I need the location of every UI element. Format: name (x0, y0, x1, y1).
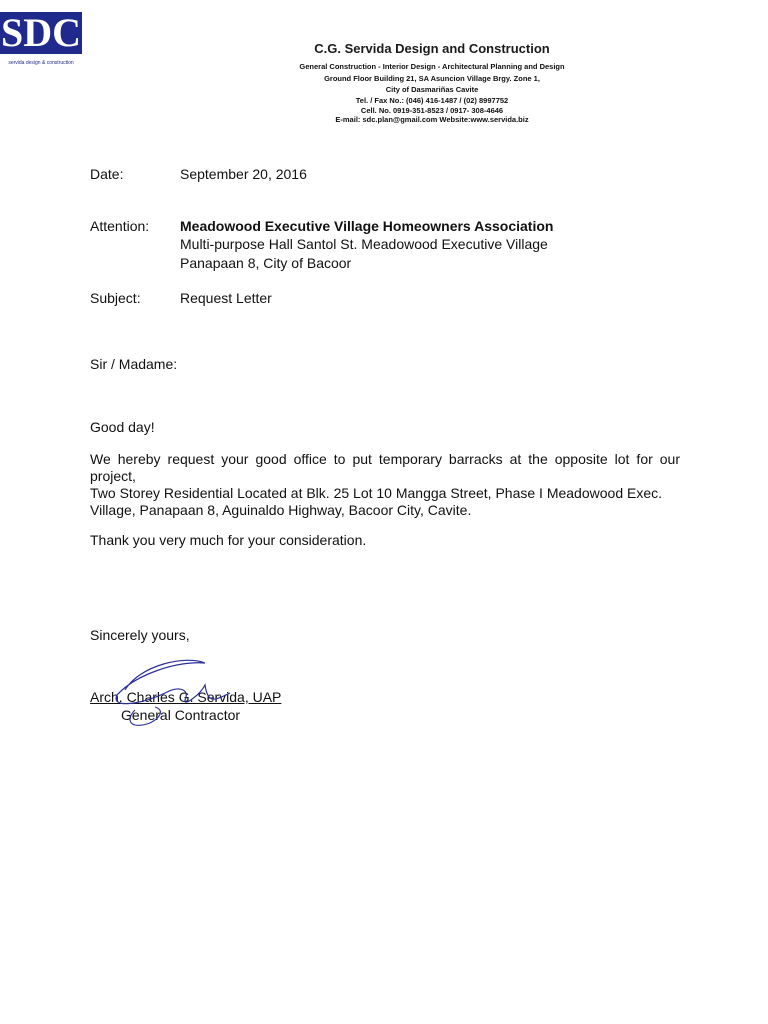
date-label: Date: (90, 166, 124, 182)
attention-address-line1: Multi-purpose Hall Santol St. Meadowood Executive Village (180, 236, 548, 252)
company-name: C.G. Servida Design and Construction (314, 41, 550, 56)
greeting: Good day! (90, 419, 155, 435)
company-logo (0, 0, 82, 68)
salutation: Sir / Madame: (90, 356, 178, 372)
logo-tagline: servida design & construction (8, 60, 74, 66)
company-cell: Cell. No. 0919-351-8523 / 0917- 308-4646 (360, 106, 504, 115)
attention-organization: Meadowood Executive Village Homeowners Association (180, 218, 554, 234)
request-paragraph (90, 451, 680, 519)
subject-value: Request Letter (180, 290, 272, 306)
request-line: Two Storey Residential Located at Blk. 25 Lot 10 Mangga Street, Phase I Meadowood Exec. (90, 485, 663, 501)
attention-label: Attention: (90, 218, 150, 234)
signatory-title: General Contractor (121, 707, 241, 723)
date-value: September 20, 2016 (180, 166, 307, 182)
request-line: Village, Panapaan 8, Aguinaldo Highway, Bacoor City, Cavite. (90, 502, 472, 518)
company-email-website: E-mail: sdc.plan@gmail.com Website:www.servida.biz (335, 115, 529, 124)
thanks-line: Thank you very much for your consideration. (90, 532, 367, 548)
logo-letters: SDC (0, 10, 82, 55)
company-address-line2: City of Dasmariñas Cavite (385, 85, 479, 94)
company-address-line1: Ground Floor Building 21, SA Asuncion Village Brgy. Zone 1, (324, 74, 540, 83)
company-telfax: Tel. / Fax No.: (046) 416-1487 / (02) 8997752 (355, 96, 509, 105)
handwritten-signature (105, 655, 265, 735)
attention-address-line2: Panapaan 8, City of Bacoor (180, 255, 352, 271)
closing: Sincerely yours, (90, 627, 190, 643)
company-services: General Construction - Interior Design - Architectural Planning and Design (299, 62, 565, 71)
subject-label: Subject: (90, 290, 141, 306)
signatory-name: Arch. Charles G. Servida, UAP (90, 689, 282, 705)
request-line: We hereby request your good office to put temporary barracks at the opposite lot for our project, (90, 451, 680, 484)
